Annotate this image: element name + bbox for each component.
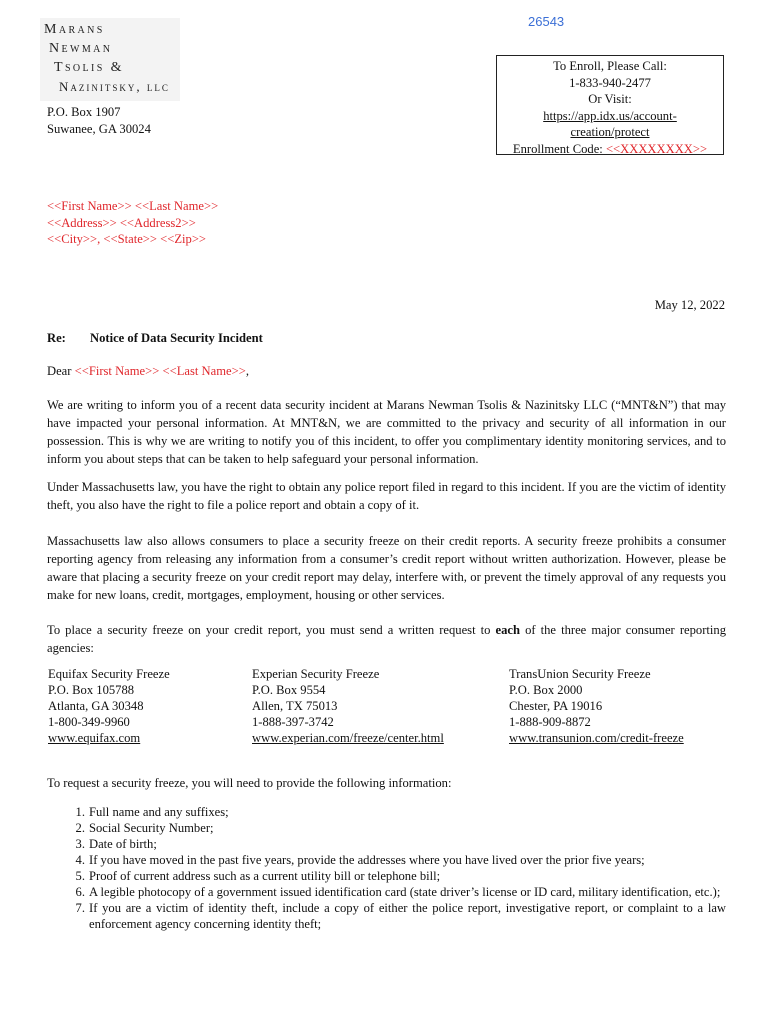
paragraph-intro: We are writing to inform you of a recent data security incident at Marans Newman Tsolis & Nazinitsky LLC (“MNT&N”) that may have impacted your personal information. At MNT&N, we are committed to the privacy and security of all information in our possession. This is why we are writing to notify you of this incident, to offer you complimentary identity monitoring services, and to inform you about steps that can be taken to help safeguard your personal information. bbox=[47, 398, 726, 466]
list-item bbox=[47, 852, 726, 868]
list-item bbox=[47, 836, 726, 852]
requirements-list bbox=[47, 804, 726, 932]
reference-number: 26543 bbox=[528, 14, 565, 29]
paragraph-freeze-request bbox=[47, 621, 726, 657]
salutation bbox=[47, 364, 249, 379]
list-item-text: Social Security Number; bbox=[89, 821, 214, 835]
list-item-text: Date of birth; bbox=[89, 837, 157, 851]
list-item bbox=[47, 884, 726, 900]
list-item-text: A legible photocopy of a government issued identification card (state driver’s license or ID card, military identification, etc.); bbox=[89, 885, 721, 899]
agency-name: Experian Security Freeze bbox=[252, 667, 380, 681]
agency-city: Allen, TX 75013 bbox=[252, 699, 338, 713]
freeze-request-text: To place a security freeze on your credit report, you must send a written request to bbox=[47, 623, 496, 637]
re-label: Re: bbox=[47, 331, 66, 345]
letter-date: May 12, 2022 bbox=[654, 298, 725, 312]
list-item-number: 7. bbox=[75, 901, 85, 915]
agency-experian bbox=[252, 666, 444, 746]
recipient-address bbox=[47, 198, 218, 248]
list-item-number: 6. bbox=[75, 885, 85, 899]
enroll-phone: 1-833-940-2477 bbox=[569, 75, 651, 90]
agency-city: Chester, PA 19016 bbox=[509, 699, 603, 713]
list-item bbox=[47, 900, 726, 932]
freeze-request-text-end: of the three major consumer reporting agencies: bbox=[47, 623, 726, 655]
agency-po-box: P.O. Box 9554 bbox=[252, 683, 326, 697]
agency-city: Atlanta, GA 30348 bbox=[48, 699, 144, 713]
agency-phone: 1-800-349-9960 bbox=[48, 715, 130, 729]
logo-line-1: Marans bbox=[44, 22, 105, 37]
paragraph-request-info: To request a security freeze, you will need to provide the following information: bbox=[47, 776, 452, 790]
agency-equifax bbox=[48, 666, 170, 746]
return-address-line: P.O. Box 1907 bbox=[47, 105, 121, 119]
logo-line-2: Newman bbox=[49, 41, 113, 56]
list-item bbox=[47, 868, 726, 884]
enroll-visit-label: Or Visit: bbox=[588, 92, 632, 106]
paragraph-police-report: Under Massachusetts law, you have the right to obtain any police report filed in regard to this incident. If you are the victim of identity theft, you also have the right to file a police report and obtain a copy of it. bbox=[47, 480, 726, 512]
firm-logo bbox=[40, 18, 180, 101]
logo-line-4: Nazinitsky, llc bbox=[59, 79, 170, 94]
agency-link[interactable]: www.transunion.com/credit-freeze bbox=[509, 731, 684, 745]
list-item-text: If you are a victim of identity theft, include a copy of either the police report, investigative report, or complaint to a law enforcement agency concerning identity theft; bbox=[89, 901, 726, 931]
recipient-street: <<Address>> <<Address2>> bbox=[47, 215, 196, 230]
enroll-call-label: To Enroll, Please Call: bbox=[553, 59, 667, 73]
list-item-number: 1. bbox=[75, 805, 85, 819]
return-address bbox=[47, 104, 151, 137]
enroll-url-link-cont[interactable]: creation/protect bbox=[570, 125, 650, 139]
list-item bbox=[47, 820, 726, 836]
list-item-number: 4. bbox=[75, 853, 85, 867]
paragraph-security-freeze: Massachusetts law also allows consumers to place a security freeze on their credit reports. A security freeze prohibits a consumer reporting agency from releasing any information from a consumer’s credit report without written authorization. However, please be aware that placing a security freeze on your credit report may delay, interfere with, or prevent the timely approval of any requests you make for new loans, credit, mortgages, employment, housing or other services. bbox=[47, 534, 726, 602]
list-item-text: Proof of current address such as a current utility bill or telephone bill; bbox=[89, 869, 441, 883]
agency-name: TransUnion Security Freeze bbox=[509, 667, 651, 681]
enroll-url-link[interactable]: https://app.idx.us/account- bbox=[543, 108, 677, 123]
re-subject: Notice of Data Security Incident bbox=[90, 331, 263, 345]
agency-po-box: P.O. Box 105788 bbox=[48, 683, 135, 697]
return-address-line: Suwanee, GA 30024 bbox=[47, 121, 151, 136]
enrollment-code-value: <<XXXXXXXX>> bbox=[605, 141, 708, 156]
freeze-request-emphasis: each bbox=[495, 623, 520, 637]
enrollment-code-label: Enrollment Code: bbox=[512, 141, 606, 156]
list-item-number: 3. bbox=[75, 837, 85, 851]
salutation-prefix: Dear bbox=[47, 364, 75, 378]
list-item-number: 5. bbox=[75, 869, 85, 883]
logo-line-3: Tsolis & bbox=[54, 60, 124, 75]
list-item bbox=[47, 804, 726, 820]
enrollment-code bbox=[497, 141, 723, 158]
enrollment-box bbox=[496, 55, 724, 155]
recipient-name: <<First Name>> <<Last Name>> bbox=[47, 199, 219, 213]
agency-name: Equifax Security Freeze bbox=[48, 667, 170, 681]
list-item-text: If you have moved in the past five years, provide the addresses where you have lived over the prior five years; bbox=[89, 853, 645, 867]
list-item-number: 2. bbox=[75, 821, 85, 835]
recipient-city: <<City>>, <<State>> <<Zip>> bbox=[47, 232, 207, 246]
agency-link[interactable]: www.experian.com/freeze/center.html bbox=[252, 731, 444, 745]
salutation-suffix: , bbox=[245, 364, 249, 378]
agency-transunion bbox=[509, 666, 684, 746]
list-item-text: Full name and any suffixes; bbox=[89, 805, 229, 819]
agency-po-box: P.O. Box 2000 bbox=[509, 683, 583, 697]
agency-phone: 1-888-909-8872 bbox=[509, 715, 591, 729]
salutation-name: <<First Name>> <<Last Name>> bbox=[74, 364, 246, 378]
agency-link[interactable]: www.equifax.com bbox=[48, 731, 141, 745]
agency-phone: 1-888-397-3742 bbox=[252, 715, 334, 729]
